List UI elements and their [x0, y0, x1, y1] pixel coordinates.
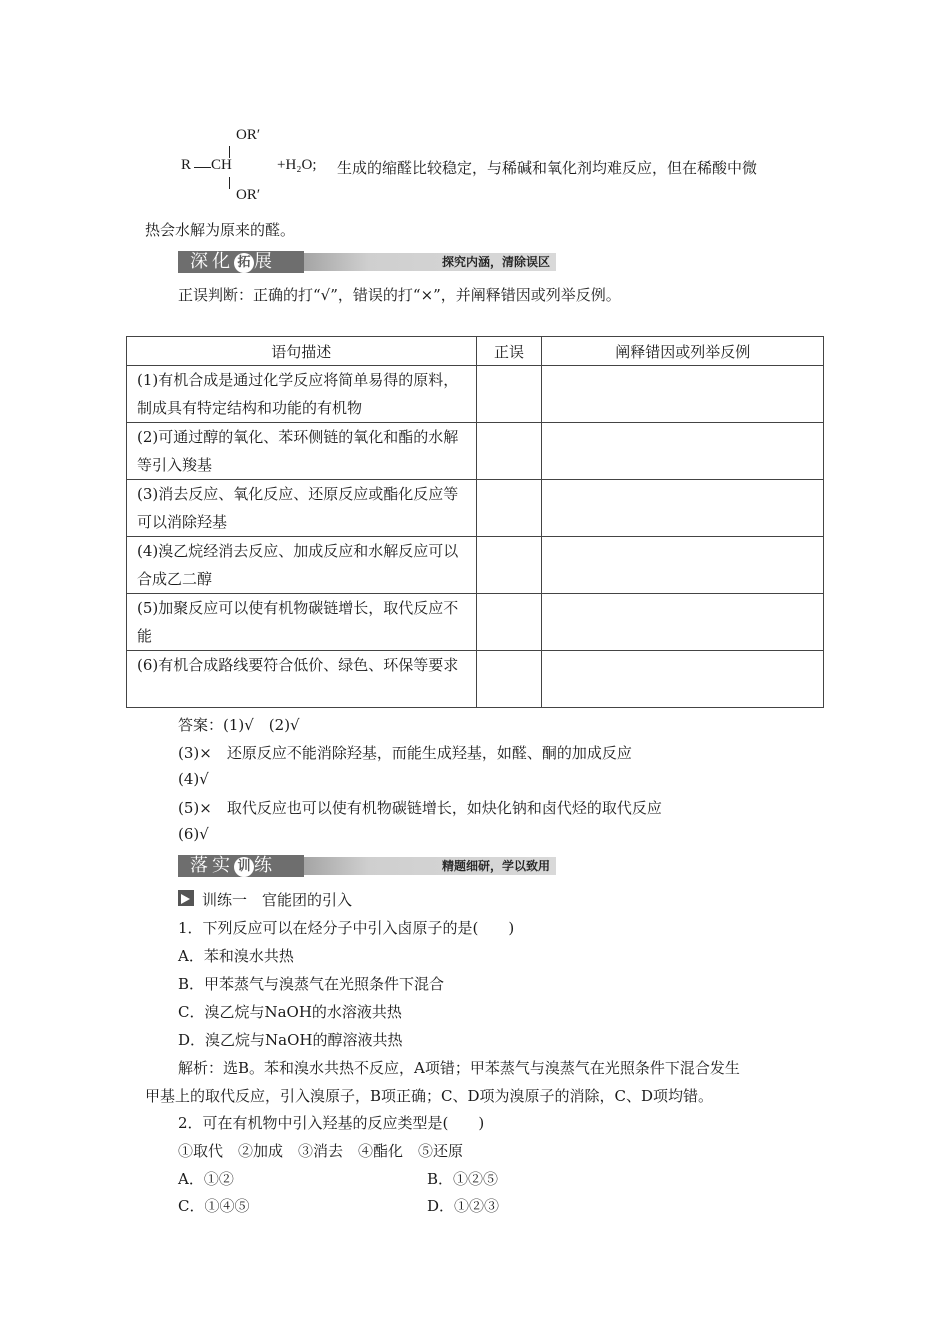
row-statement: (5)加聚反应可以使有机物碳链增长，取代反应不能: [127, 594, 477, 651]
banner-subtitle: 探究内涵，清除误区: [441, 255, 550, 269]
answer-line: (5)× 取代反应也可以使有机物碳链增长，如炔化钠和卤代烃的取代反应: [178, 799, 662, 817]
q1-option-b[interactable]: B．甲苯蒸气与溴蒸气在光照条件下混合: [178, 975, 445, 993]
banner-badge: 拓: [234, 253, 254, 273]
row-correctness-cell[interactable]: [476, 651, 542, 708]
q2-option-b[interactable]: B．①②⑤: [427, 1170, 499, 1188]
row-statement: (6)有机合成路线要符合低价、绿色、环保等要求: [127, 651, 477, 708]
q1-option-a[interactable]: A．苯和溴水共热: [178, 947, 294, 965]
q2-option-c[interactable]: C．①④⑤: [178, 1197, 250, 1215]
answer-line: (4)√: [178, 770, 209, 788]
q1-stem: 1．下列反应可以在烃分子中引入卤原子的是( ): [178, 919, 515, 937]
table-row: [127, 651, 824, 708]
row-statement: (3)消去反应、氧化反应、还原反应或酯化反应等可以消除羟基: [127, 480, 477, 537]
banner-badge: 训: [234, 857, 254, 877]
section-banner-practice: [178, 855, 556, 877]
answer-line: (6)√: [178, 825, 209, 843]
row-correctness-cell[interactable]: [476, 366, 542, 423]
instruction-text: 正误判断：正确的打“√”，错误的打“×”，并阐释错因或列举反例。: [178, 286, 621, 304]
section-banner-deepen: [178, 251, 556, 273]
banner-title-b: 展: [254, 251, 276, 272]
row-explanation-cell[interactable]: [542, 480, 824, 537]
judgement-table: [126, 336, 824, 708]
table-row: [127, 423, 824, 480]
q1-analysis-line1: 解析：选B。苯和溴水共热不反应，A项错；甲苯蒸气与溴蒸气在光照条件下混合发生: [178, 1059, 740, 1077]
q2-reaction-types: ①取代 ②加成 ③消去 ④酯化 ⑤还原: [178, 1142, 464, 1160]
row-explanation-cell[interactable]: [542, 366, 824, 423]
q1-option-c[interactable]: C．溴乙烷与NaOH的水溶液共热: [178, 1003, 402, 1021]
table-row: [127, 594, 824, 651]
formula-tail: 生成的缩醛比较稳定，与稀碱和氧化剂均难反应，但在稀酸中微: [337, 159, 758, 177]
row-explanation-cell[interactable]: [542, 537, 824, 594]
banner-subtitle: 精题细研，学以致用: [441, 859, 550, 873]
row-statement: (1)有机合成是通过化学反应将简单易得的原料，制成具有特定结构和功能的有机物: [127, 366, 477, 423]
formula-plus-h2o: +H₂O;: [277, 157, 317, 173]
q1-option-d[interactable]: D．溴乙烷与NaOH的醇溶液共热: [178, 1031, 403, 1049]
bond-r-ch: [194, 167, 211, 168]
q1-analysis-line2: 甲基上的取代反应，引入溴原子，B项正确；C、D项为溴原子的消除，C、D项均错。: [145, 1087, 714, 1105]
row-statement: (2)可通过醇的氧化、苯环侧链的氧化和酯的水解等引入羧基: [127, 423, 477, 480]
table-row: [127, 480, 824, 537]
table-header-row: [127, 337, 824, 366]
row-correctness-cell[interactable]: [476, 480, 542, 537]
header-explanation: 阐释错因或列举反例: [542, 337, 824, 366]
table-row: [127, 537, 824, 594]
row-correctness-cell[interactable]: [476, 537, 542, 594]
formula-r: R: [181, 157, 192, 173]
formula-continuation: 热会水解为原来的醛。: [145, 221, 296, 239]
row-correctness-cell[interactable]: [476, 594, 542, 651]
row-explanation-cell[interactable]: [542, 594, 824, 651]
row-statement: (4)溴乙烷经消去反应、加成反应和水解反应可以合成乙二醇: [127, 537, 477, 594]
row-explanation-cell[interactable]: [542, 423, 824, 480]
formula-or-top: OR′: [236, 127, 261, 143]
answer-line: 答案：(1)√ (2)√: [178, 716, 300, 734]
banner-title-a: 深化: [190, 251, 234, 272]
header-correctness: 正误: [476, 337, 542, 366]
bond-bottom: [229, 177, 230, 189]
formula-ch: CH: [211, 157, 232, 173]
q2-option-a[interactable]: A．①②: [178, 1170, 234, 1188]
answer-line: (3)× 还原反应不能消除羟基，而能生成羟基，如醛、酮的加成反应: [178, 744, 632, 762]
q2-stem: 2．可在有机物中引入羟基的反应类型是( ): [178, 1114, 485, 1132]
banner-title-b: 练: [254, 855, 276, 876]
row-explanation-cell[interactable]: [542, 651, 824, 708]
formula-or-bottom: OR′: [236, 187, 261, 203]
section-title: 训练一 官能团的引入: [202, 891, 353, 909]
banner-title-a: 落实: [190, 855, 234, 876]
table-row: [127, 366, 824, 423]
row-correctness-cell[interactable]: [476, 423, 542, 480]
q2-option-d[interactable]: D．①②③: [427, 1197, 500, 1215]
header-statement: 语句描述: [127, 337, 477, 366]
play-triangle-icon: [178, 890, 194, 906]
